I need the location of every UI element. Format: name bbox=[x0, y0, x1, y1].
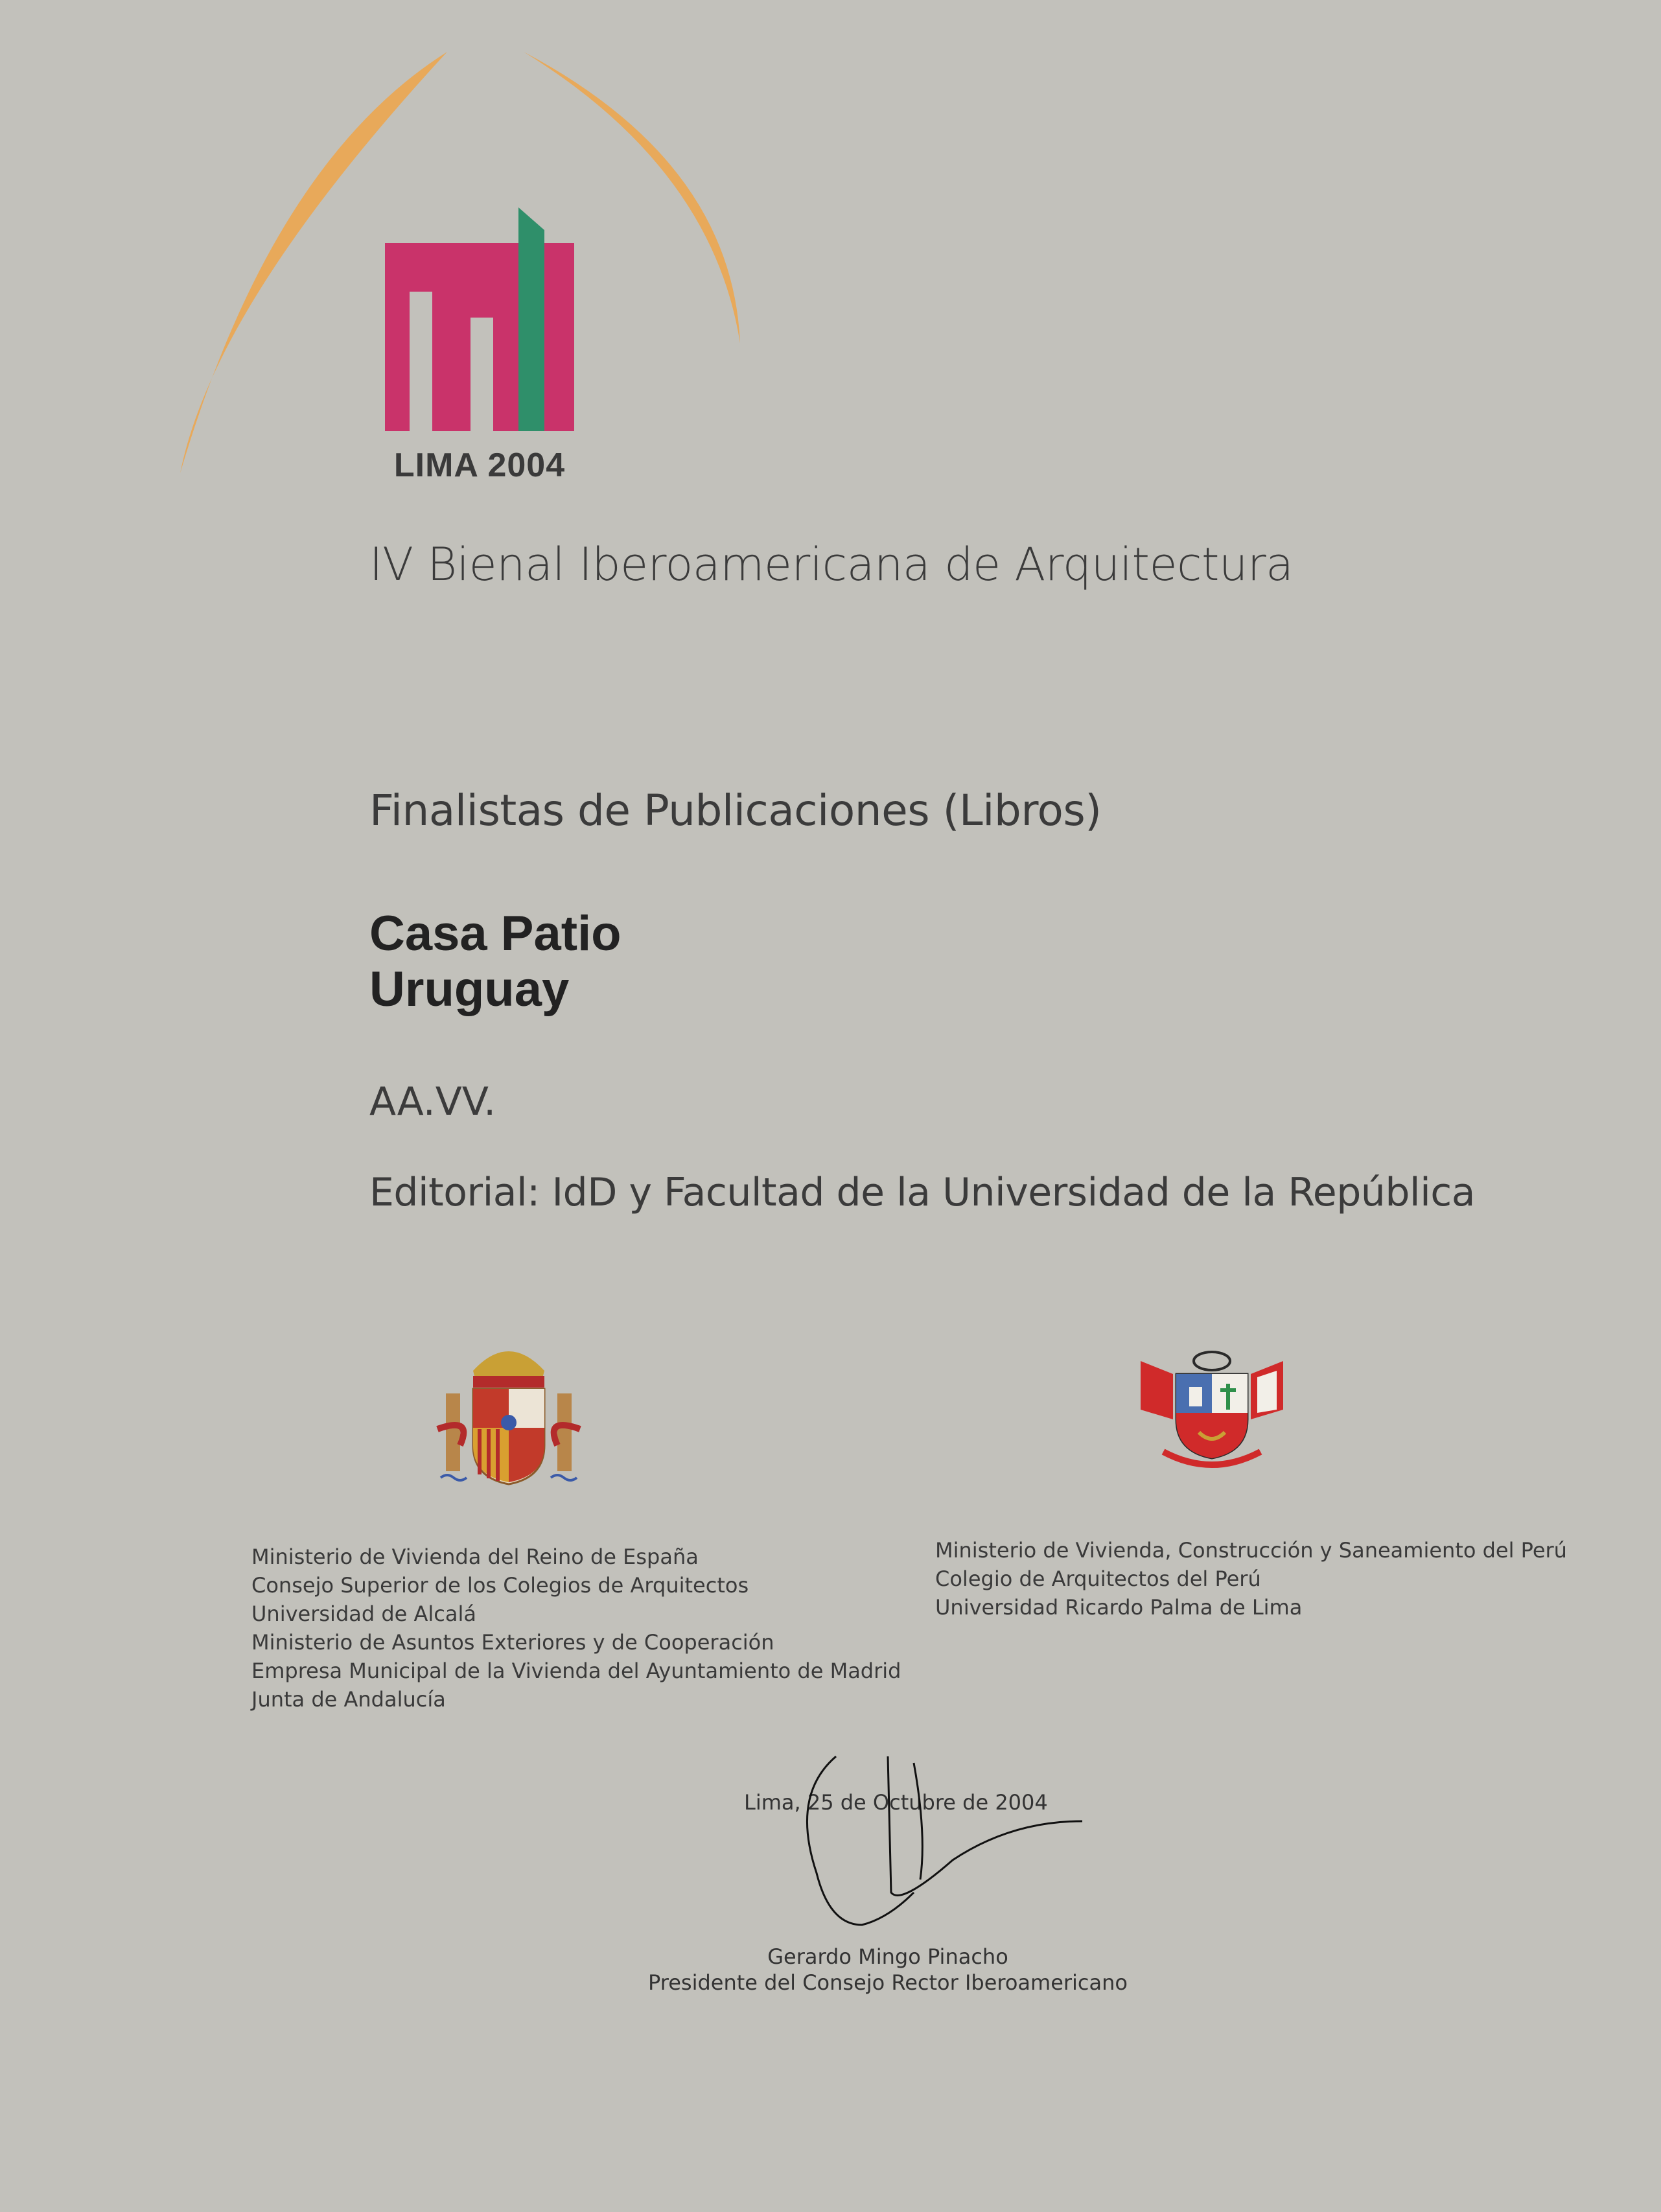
place-and-date: Lima, 25 de Octubre de 2004 bbox=[744, 1790, 1048, 1815]
bienal-logo-mark bbox=[382, 207, 577, 434]
spain-coat-of-arms-icon bbox=[434, 1332, 583, 1491]
list-item: Ministerio de Vivienda, Construcción y Saneamiento del Perú bbox=[935, 1538, 1567, 1563]
list-item: Ministerio de Asuntos Exteriores y de Cooperación bbox=[251, 1630, 774, 1655]
list-item: Universidad de Alcalá bbox=[251, 1601, 476, 1626]
work-title-line: Uruguay bbox=[369, 962, 570, 1017]
peru-coat-of-arms-icon bbox=[1137, 1348, 1286, 1478]
award-category: Finalistas de Publicaciones (Libros) bbox=[369, 786, 1102, 835]
logo-caption: LIMA 2004 bbox=[393, 447, 566, 484]
handwritten-signature bbox=[778, 1743, 1115, 1957]
peru-sponsors-list bbox=[935, 1536, 1567, 1622]
list-item: Universidad Ricardo Palma de Lima bbox=[935, 1595, 1303, 1620]
signer-role: Presidente del Consejo Rector Iberoamericano bbox=[648, 1970, 1128, 1995]
list-item: Colegio de Arquitectos del Perú bbox=[935, 1566, 1261, 1591]
list-item: Ministerio de Vivienda del Reino de España bbox=[251, 1544, 699, 1569]
list-item: Consejo Superior de los Colegios de Arquitectos bbox=[251, 1573, 749, 1598]
signer-name: Gerardo Mingo Pinacho bbox=[767, 1944, 1008, 1969]
work-title-line: Casa Patio bbox=[369, 906, 621, 961]
list-item: Empresa Municipal de la Vivienda del Ayuntamiento de Madrid bbox=[251, 1659, 901, 1683]
work-authors: AA.VV. bbox=[369, 1079, 496, 1124]
work-publisher: Editorial: IdD y Facultad de la Universidad de la República bbox=[369, 1170, 1476, 1215]
spain-sponsors-list bbox=[251, 1543, 901, 1714]
work-title bbox=[369, 906, 621, 1018]
event-title: IV Bienal Iberoamericana de Arquitectura bbox=[369, 538, 1294, 591]
list-item: Junta de Andalucía bbox=[251, 1687, 446, 1712]
